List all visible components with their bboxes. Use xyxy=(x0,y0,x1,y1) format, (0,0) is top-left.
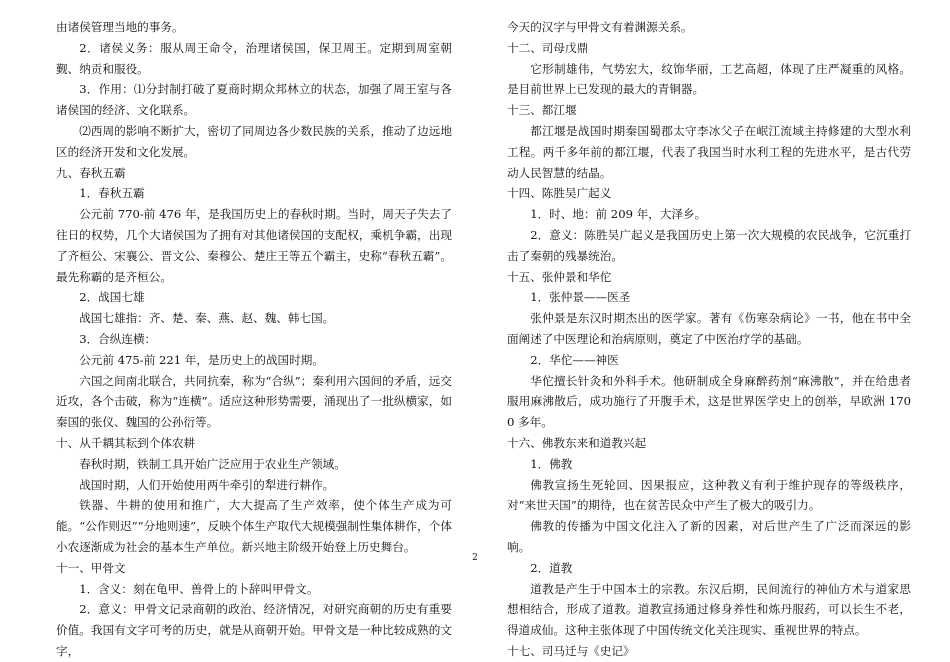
paragraph: 1．张仲景——医圣 xyxy=(530,290,631,305)
paragraph: 春秋时期，铁制工具开始广泛应用于农业生产领域。 xyxy=(79,456,346,471)
paragraph: ⑵西周的影响不断扩大，密切了同周边各少数民族的关系，推动了边远地区的经济开发和文化发展。 xyxy=(56,123,452,159)
right-column xyxy=(507,17,911,662)
paragraph: 2．战国七雄 xyxy=(79,290,145,305)
section-heading: 九、春秋五霸 xyxy=(56,165,126,180)
section-heading: 十六、佛教东来和道教兴起 xyxy=(507,435,647,450)
paragraph: 都江堰是战国时期秦国蜀郡太守李冰父子在岷江流域主持修建的大型水利工程。两千多年前的都江堰，代表了我国当时水利工程的先进水平，是古代劳动人民智慧的结晶。 xyxy=(507,123,911,180)
paragraph: 2．意义：甲骨文记录商朝的政治、经济情况，对研究商朝的历史有重要价值。我国有文字可考的历史，就是从商朝开始。甲骨文是一种比较成熟的文字， xyxy=(56,602,452,658)
paragraph: 战国七雄指：齐、楚、秦、燕、赵、魏、韩七国。 xyxy=(79,311,335,326)
paragraph: 1．含义：刻在龟甲、兽骨上的卜辞叫甲骨文。 xyxy=(79,581,319,596)
paragraph: 佛教的传播为中国文化注入了新的因素，对后世产生了广泛而深远的影响。 xyxy=(507,519,911,554)
paragraph: 张仲景是东汉时期杰出的医学家。著有《伤寒杂病论》一书，他在书中全面阐述了中医理论和治病原则，奠定了中医治疗学的基础。 xyxy=(507,311,911,346)
paragraph: 3．作用：⑴分封制打破了夏商时期众邦林立的状态，加强了周王室与各诸侯国的经济、文化联系。 xyxy=(56,82,452,118)
section-heading: 十四、陈胜吴广起义 xyxy=(507,186,612,201)
paragraph: 2．华佗——神医 xyxy=(530,352,619,367)
paragraph: 道教是产生于中国本土的宗教。东汉后期，民间流行的神仙方术与道家思想相结合，形成了道教。道教宣扬通过修身养性和炼丹服药，可以长生不老，得道成仙。这种主张体现了中国传统文化关注现实、重视世界的特点。 xyxy=(507,581,911,638)
paragraph: 1．佛教 xyxy=(530,456,573,471)
paragraph: 它形制雄伟，气势宏大，纹饰华丽，工艺高超，体现了庄严凝重的风格。是目前世界上已发现的最大的青铜器。 xyxy=(507,61,911,97)
paragraph: 2．诸侯义务：服从周王命令，治理诸侯国，保卫周王。定期到周室朝觐、纳贡和服役。 xyxy=(56,40,452,76)
page-number: 2 xyxy=(472,553,478,563)
section-heading: 十三、都江堰 xyxy=(507,103,577,118)
section-heading: 十、从千耦其耘到个体农耕 xyxy=(56,435,196,450)
section-heading: 十一、甲骨文 xyxy=(56,560,126,575)
paragraph: 铁器、牛耕的使用和推广，大大提高了生产效率，使个体生产成为可能。“公作则迟”“分地则速”，反映个体生产取代大规模强制性集体耕作，个体小农逐渐成为社会的基本生产单位。新兴地主阶级开始登上历史舞台。 xyxy=(56,498,452,554)
section-heading: 今天的汉字与甲骨文有着渊源关系。 xyxy=(507,20,693,34)
paragraph: 六国之间南北联合，共同抗秦，称为“合纵”；秦利用六国间的矛盾，远交近攻，各个击破，称为“连横”。适应这种形势需要，涌现出了一批纵横家，如秦国的张仪、魏国的公孙衍等。 xyxy=(56,373,452,430)
paragraph: 3．合纵连横： xyxy=(79,331,157,346)
paragraph: 公元前 770-前 476 年，是我国历史上的春秋时期。当时，周天子失去了往日的权势，几个大诸侯国为了拥有对其他诸侯国的支配权，乘机争霸，出现了齐桓公、宋襄公、晋文公、秦穆公、楚庄王等五个霸主，史称“春秋五霸”。最先称霸的是齐桓公。 xyxy=(56,207,452,284)
paragraph: 2．意义：陈胜吴广起义是我国历史上第一次大规模的农民战争，它沉重打击了秦朝的残暴统治。 xyxy=(507,227,911,263)
paragraph: 战国时期，人们开始使用两牛牵引的犁进行耕作。 xyxy=(79,477,335,492)
paragraph: 2．道教 xyxy=(530,560,573,575)
paragraph: 佛教宣扬生死轮回、因果报应，这种教义有利于维护现存的等级秩序，对“来世天国”的期待，也在贫苦民众中产生了极大的吸引力。 xyxy=(507,477,911,513)
section-heading: 十五、张仲景和华佗 xyxy=(507,269,612,284)
paragraph: 华佗擅长针灸和外科手术。他研制成全身麻醉药剂“麻沸散”，并在给患者服用麻沸散后，成功施行了开腹手术，这是世界医学史上的创举，早欧洲 1700 多年。 xyxy=(507,373,911,430)
left-column xyxy=(56,17,452,662)
section-heading: 由诸侯管理当地的事务。 xyxy=(56,20,184,34)
paragraph: 1．春秋五霸 xyxy=(79,186,145,201)
section-heading: 十二、司母戊鼎 xyxy=(507,40,589,55)
paragraph: 公元前 475-前 221 年，是历史上的战国时期。 xyxy=(79,352,324,367)
paragraph: 1．时、地：前 209 年，大泽乡。 xyxy=(530,207,707,222)
section-heading: 十七、司马迁与《史记》 xyxy=(507,643,635,658)
